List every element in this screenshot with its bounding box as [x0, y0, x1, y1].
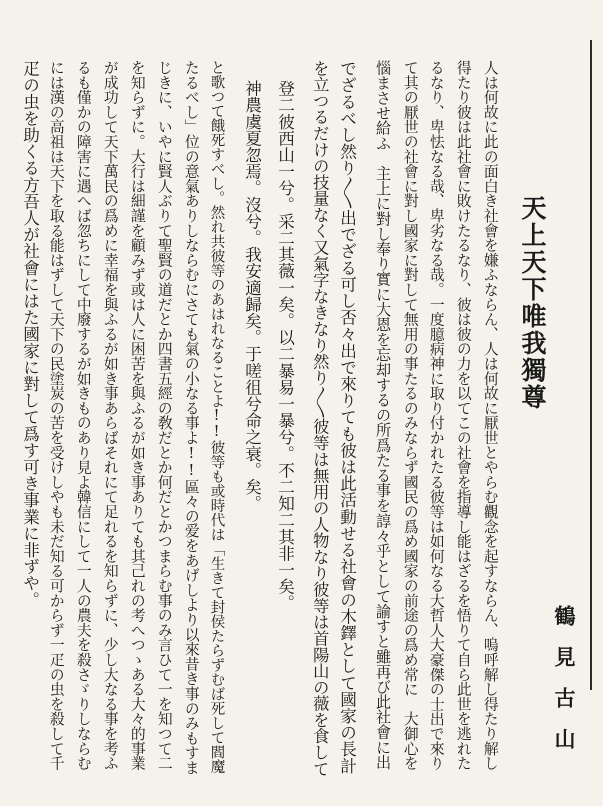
text-column-15: 疋の虫を助くる方吾人が社會にはた國家に對して爲す可き事業に非ずや。 — [20, 60, 40, 608]
text-column-14: には漢の高祖は天下を取る能はずして天下の民塗炭の苦を受けしやも未だ知る可からず一疋の虫を殺して千 — [47, 60, 65, 771]
article-title: 天上天下唯我獨尊 — [518, 195, 547, 411]
text-column-5: 惱まさせ給ふ 主上に對し奉り實に大恩を忘却するの所爲たる事を諄々乎として諭すと雖再び此社會に出 — [374, 60, 393, 770]
text-column-4: て其の厭世の社會に對し國家に對して無用の事たるのみならず國民の爲め國家の前途の爲め常に 大御心を — [401, 60, 419, 771]
text-column-2: 得たり彼は此社會に敗けたるなり、彼は彼の力を以てこの社會を指導し能はざるを悟りて自ら此世を逃れた — [454, 60, 472, 771]
text-column-11: を知らずに。大行は細謹を顧みず或は人に困苦を與ふるが如き事ありても其己れの考へつゝある大々的事業 — [128, 60, 146, 771]
text-column-1: 人は何故に此の面白き社會を嫌ふならん、人は何故に厭世とやらむ觀念を起すならん、嗚呼解し得たり解し — [481, 60, 499, 771]
text-column-8: と歌つて餓死すべし。然れ共彼等のあはれなることよ!!彼等も或時代は「生きて封侯たらずむば死して閻魔 — [208, 60, 225, 774]
verse-line-1: 登二彼西山一兮。采二其薇一矣。以二暴易一暴兮。不二知二其非一矣。 — [275, 80, 295, 612]
text-column-9: たるべし」位の意氣ありしならむにさても氣の小なる事よ!!區々の爱をあげしより以來昔き事のみもすま — [182, 60, 200, 775]
right-border-rule — [590, 40, 592, 690]
text-column-7: を立つるだけの技量なく又氣字なきなり然り〳〵彼等は無用の人物なり彼等は首陽山の薇を食して — [310, 60, 330, 777]
text-column-3: るなり、卑怯なる哉、卑劣なる哉。一度臆病神に取り付かれたる彼等は如何なる大哲人大豪傑の士出で來り — [427, 60, 445, 771]
author-name: 鶴見古山 — [552, 605, 577, 769]
text-column-6: でざるべし然り〳〵出でざる可し否々出で來りても彼は此活動せる社會の木鐸として國家の長計 — [337, 60, 357, 774]
text-column-12: が成功して天下萬民の爲めに幸福を與ふるが如き事あらばそれにて足れるを知らずに、少し大なる事を考ふ — [101, 60, 119, 771]
verse-line-2: 神農虞夏忽焉。沒兮。我安適歸矣。于嗟徂兮命之衰。矣。 — [242, 80, 262, 512]
text-column-10: じきに、いやに賢人ぶりて聖賢の道だとか四書五經の敎だとか何だとかつまらむ事のみ言ひて一を知つて二 — [155, 60, 173, 771]
text-column-13: るも僅かの障害に遇へば忽ちにして中廢するが如きものあり見よ韓信にして一人の農夫を殺さゞりしならむ — [74, 60, 92, 771]
